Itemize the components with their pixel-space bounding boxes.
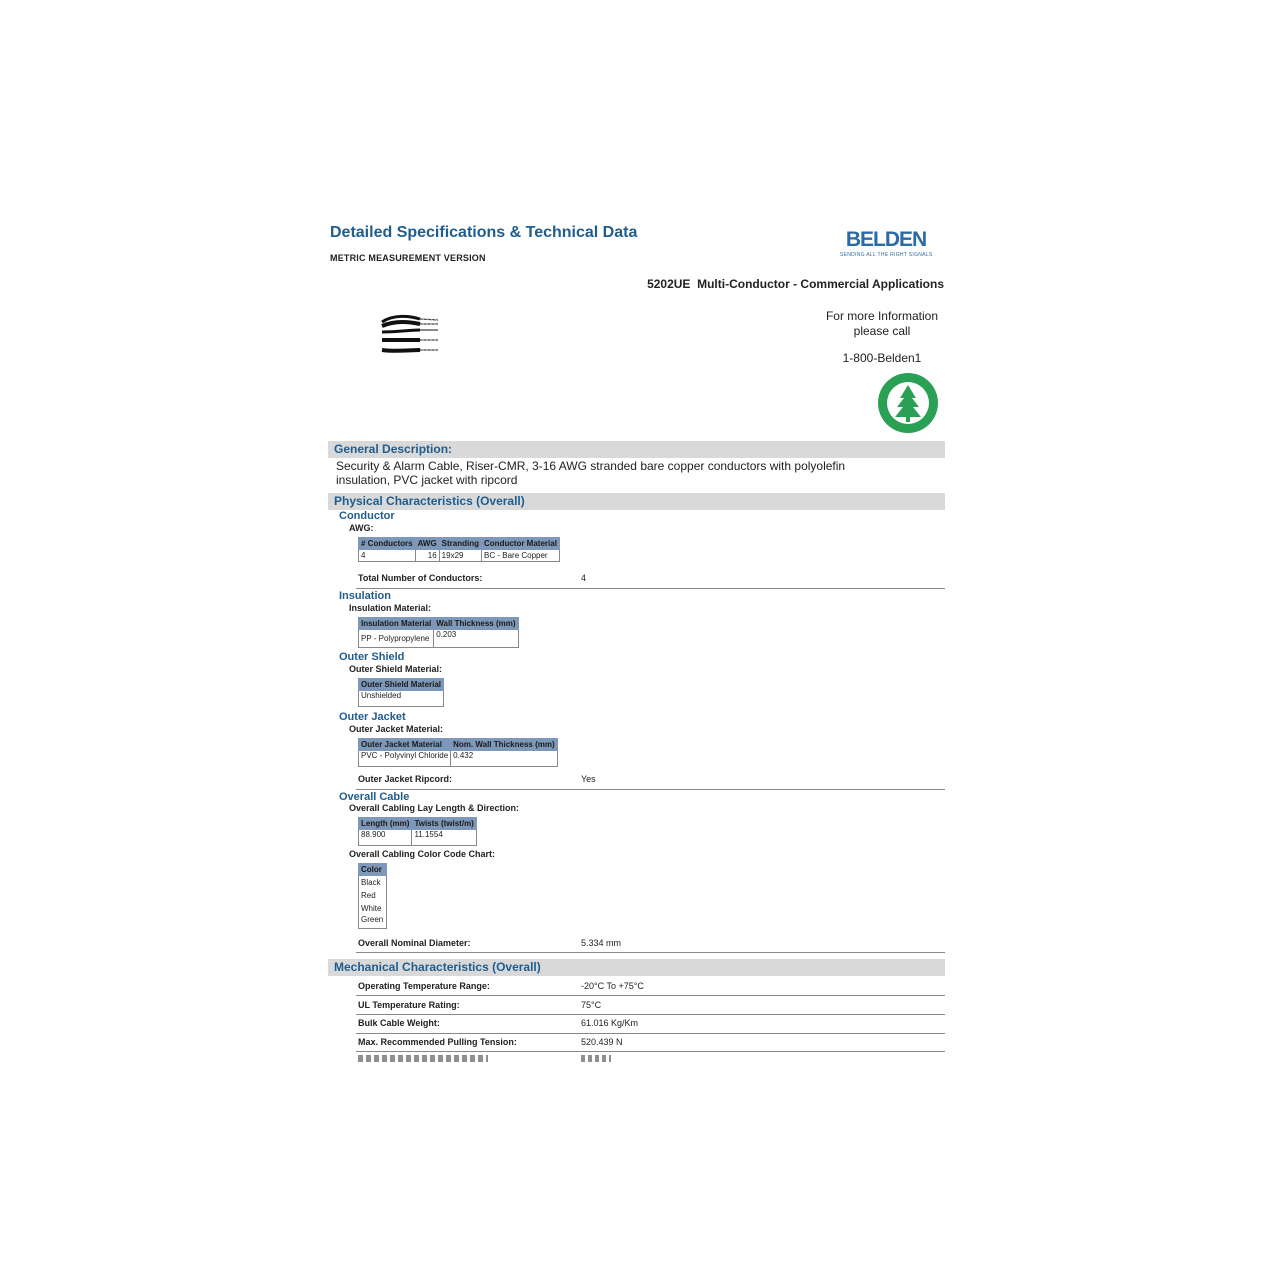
outer-jacket-table [358,738,558,767]
table-cell: 4 [359,550,416,562]
conductor-title: Conductor [339,510,395,522]
lay-length-table [358,817,477,846]
cable-image [380,310,442,358]
divider [356,995,945,996]
table-cell: 0.203 [434,630,518,648]
mech-row-label: Operating Temperature Range: [358,981,490,991]
contact-info [822,309,942,339]
logo-tagline: SENDING ALL THE RIGHT SIGNALS [840,252,933,258]
table-cell: BC - Bare Copper [482,550,560,562]
insulation-title: Insulation [339,590,391,602]
overall-cable-title: Overall Cable [339,791,410,803]
general-description-heading: General Description: [334,442,453,456]
mech-row-label: Max. Recommended Pulling Tension: [358,1037,517,1047]
total-conductors-value: 4 [581,573,587,583]
table-cell: 11.1554 [412,830,476,846]
table-cell: Black [359,876,387,890]
conductor-table [358,537,560,562]
divider [356,1014,945,1015]
mech-row-label: Bulk Cable Weight: [358,1018,440,1028]
mech-row-value: -20°C To +75°C [581,981,644,991]
rohs-compliant-badge [876,372,940,434]
physical-band [328,493,945,510]
divider [356,1033,945,1034]
mechanical-band [328,959,945,976]
diameter-value: 5.334 mm [581,938,622,948]
outer-jacket-title: Outer Jacket [339,711,406,723]
belden-logo [840,228,932,258]
table-header: Twists (twist/m) [412,818,476,830]
table-header: Nom. Wall Thickness (mm) [451,739,558,751]
ripcord-label: Outer Jacket Ripcord: [358,774,453,784]
contact-line-1: For more Information [825,309,939,323]
lay-length-label: Overall Cabling Lay Length & Direction: [349,803,520,813]
phone-number: 1-800-Belden1 [842,351,922,365]
general-description-text: Security & Alarm Cable, Riser-CMR, 3-16 AWG stranded bare copper conductors with polyolefin insulation, PVC jacket with ripcord [336,459,846,487]
diameter-label: Overall Nominal Diameter: [358,938,471,948]
table-header: # Conductors [359,538,416,550]
outer-shield-title: Outer Shield [339,651,405,663]
table-cell: PVC - Polyvinyl Chloride [359,751,451,767]
outer-shield-material-label: Outer Shield Material: [349,664,443,674]
color-code-table [358,863,387,929]
table-cell: Red [359,889,387,902]
page-title: Detailed Specifications & Technical Data [330,224,638,241]
color-code-label: Overall Cabling Color Code Chart: [349,849,496,859]
logo-word: BELDEN [845,228,927,251]
ripcord-value: Yes [581,774,596,784]
insulation-material-label: Insulation Material: [349,603,432,613]
conductor-awg-label: AWG: [349,523,374,533]
divider [356,1051,945,1052]
table-header: Stranding [439,538,481,550]
mechanical-heading: Mechanical Characteristics (Overall) [334,960,541,974]
general-description-band [328,441,945,458]
table-header: Outer Shield Material [359,679,444,691]
mech-row-value: 75°C [581,1000,602,1010]
table-header: Conductor Material [482,538,560,550]
table-cell: 16 [415,550,439,562]
total-conductors-label: Total Number of Conductors: [358,573,483,583]
outer-jacket-material-label: Outer Jacket Material: [349,724,444,734]
contact-line-2: please call [853,324,911,338]
table-header: Length (mm) [359,818,412,830]
table-header: Wall Thickness (mm) [434,618,518,630]
insulation-table [358,617,519,648]
mech-row-label: UL Temperature Rating: [358,1000,460,1010]
table-header: AWG [415,538,439,550]
divider [356,789,945,790]
table-header: Insulation Material [359,618,434,630]
cropped-row-fragment [356,1053,656,1062]
table-cell: PP - Polypropylene [359,630,434,648]
table-cell: White [359,902,387,915]
physical-heading: Physical Characteristics (Overall) [334,494,525,508]
table-header: Outer Jacket Material [359,739,451,751]
mech-row-value: 61.016 Kg/Km [581,1018,639,1028]
table-cell: 19x29 [439,550,481,562]
outer-shield-table [358,678,444,707]
page-subtitle: METRIC MEASUREMENT VERSION [330,253,486,263]
table-cell: 88.900 [359,830,412,846]
table-cell: 0.432 [451,751,558,767]
table-header: Color [359,864,387,876]
divider [356,588,945,589]
table-cell: Green [359,915,387,929]
product-title: 5202UE Multi-Conductor - Commercial Applications [647,277,944,291]
divider [356,952,945,953]
mech-row-value: 520.439 N [581,1037,623,1047]
table-cell: Unshielded [359,691,444,707]
